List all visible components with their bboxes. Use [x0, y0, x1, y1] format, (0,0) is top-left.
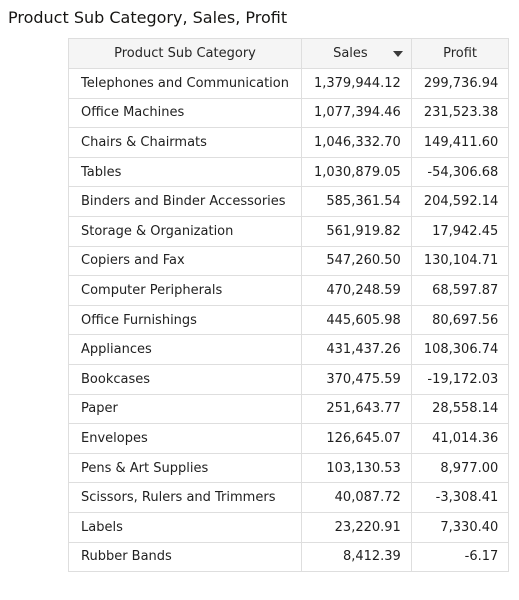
- cell-profit: -3,308.41: [411, 483, 508, 513]
- cell-product-sub-category: Office Furnishings: [69, 305, 302, 335]
- cell-product-sub-category: Pens & Art Supplies: [69, 453, 302, 483]
- sort-descending-icon[interactable]: [393, 51, 403, 57]
- cell-profit: 8,977.00: [411, 453, 508, 483]
- column-header-product-sub-category[interactable]: Product Sub Category: [69, 39, 302, 69]
- column-header-profit[interactable]: Profit: [411, 39, 508, 69]
- cell-product-sub-category: Storage & Organization: [69, 216, 302, 246]
- table-body: [69, 69, 509, 572]
- table-row[interactable]: [69, 69, 509, 99]
- cell-profit: -54,306.68: [411, 157, 508, 187]
- cell-sales: 251,643.77: [301, 394, 411, 424]
- cell-product-sub-category: Telephones and Communication: [69, 69, 302, 99]
- cell-profit: 149,411.60: [411, 128, 508, 158]
- cell-product-sub-category: Binders and Binder Accessories: [69, 187, 302, 217]
- table-row[interactable]: [69, 246, 509, 276]
- table-row[interactable]: [69, 424, 509, 454]
- cell-profit: 68,597.87: [411, 276, 508, 306]
- cell-product-sub-category: Computer Peripherals: [69, 276, 302, 306]
- cell-sales: 1,030,879.05: [301, 157, 411, 187]
- cell-sales: 470,248.59: [301, 276, 411, 306]
- cell-profit: 17,942.45: [411, 216, 508, 246]
- table-row[interactable]: [69, 512, 509, 542]
- cell-product-sub-category: Office Machines: [69, 98, 302, 128]
- table-row[interactable]: [69, 335, 509, 365]
- cell-product-sub-category: Labels: [69, 512, 302, 542]
- cell-sales: 445,605.98: [301, 305, 411, 335]
- cell-sales: 585,361.54: [301, 187, 411, 217]
- cell-product-sub-category: Chairs & Chairmats: [69, 128, 302, 158]
- data-table-container: [68, 38, 509, 572]
- cell-product-sub-category: Paper: [69, 394, 302, 424]
- table-row[interactable]: [69, 187, 509, 217]
- table-row[interactable]: [69, 453, 509, 483]
- cell-sales: 1,046,332.70: [301, 128, 411, 158]
- cell-product-sub-category: Scissors, Rulers and Trimmers: [69, 483, 302, 513]
- cell-product-sub-category: Appliances: [69, 335, 302, 365]
- cell-sales: 431,437.26: [301, 335, 411, 365]
- cell-sales: 8,412.39: [301, 542, 411, 572]
- cell-profit: -6.17: [411, 542, 508, 572]
- cell-sales: 126,645.07: [301, 424, 411, 454]
- cell-sales: 1,379,944.12: [301, 69, 411, 99]
- cell-profit: 28,558.14: [411, 394, 508, 424]
- table-row[interactable]: [69, 542, 509, 572]
- cell-profit: 231,523.38: [411, 98, 508, 128]
- cell-profit: 299,736.94: [411, 69, 508, 99]
- table-row[interactable]: [69, 157, 509, 187]
- table-row[interactable]: [69, 216, 509, 246]
- cell-product-sub-category: Rubber Bands: [69, 542, 302, 572]
- cell-profit: 7,330.40: [411, 512, 508, 542]
- header-row: [69, 39, 509, 69]
- cell-profit: 41,014.36: [411, 424, 508, 454]
- table-row[interactable]: [69, 98, 509, 128]
- data-table: [68, 38, 509, 572]
- table-row[interactable]: [69, 305, 509, 335]
- cell-sales: 370,475.59: [301, 364, 411, 394]
- cell-profit: 130,104.71: [411, 246, 508, 276]
- cell-profit: 80,697.56: [411, 305, 508, 335]
- cell-sales: 40,087.72: [301, 483, 411, 513]
- cell-product-sub-category: Tables: [69, 157, 302, 187]
- table-row[interactable]: [69, 394, 509, 424]
- page-title: Product Sub Category, Sales, Profit: [8, 8, 288, 27]
- table-row[interactable]: [69, 276, 509, 306]
- column-header-sales[interactable]: [301, 39, 411, 69]
- cell-product-sub-category: Bookcases: [69, 364, 302, 394]
- cell-product-sub-category: Copiers and Fax: [69, 246, 302, 276]
- cell-profit: 108,306.74: [411, 335, 508, 365]
- cell-sales: 547,260.50: [301, 246, 411, 276]
- table-row[interactable]: [69, 483, 509, 513]
- cell-sales: 23,220.91: [301, 512, 411, 542]
- table-row[interactable]: [69, 364, 509, 394]
- table-row[interactable]: [69, 128, 509, 158]
- table-header: [69, 39, 509, 69]
- cell-profit: 204,592.14: [411, 187, 508, 217]
- cell-profit: -19,172.03: [411, 364, 508, 394]
- column-header-sales-label: Sales: [333, 46, 368, 61]
- cell-sales: 561,919.82: [301, 216, 411, 246]
- cell-sales: 1,077,394.46: [301, 98, 411, 128]
- cell-product-sub-category: Envelopes: [69, 424, 302, 454]
- cell-sales: 103,130.53: [301, 453, 411, 483]
